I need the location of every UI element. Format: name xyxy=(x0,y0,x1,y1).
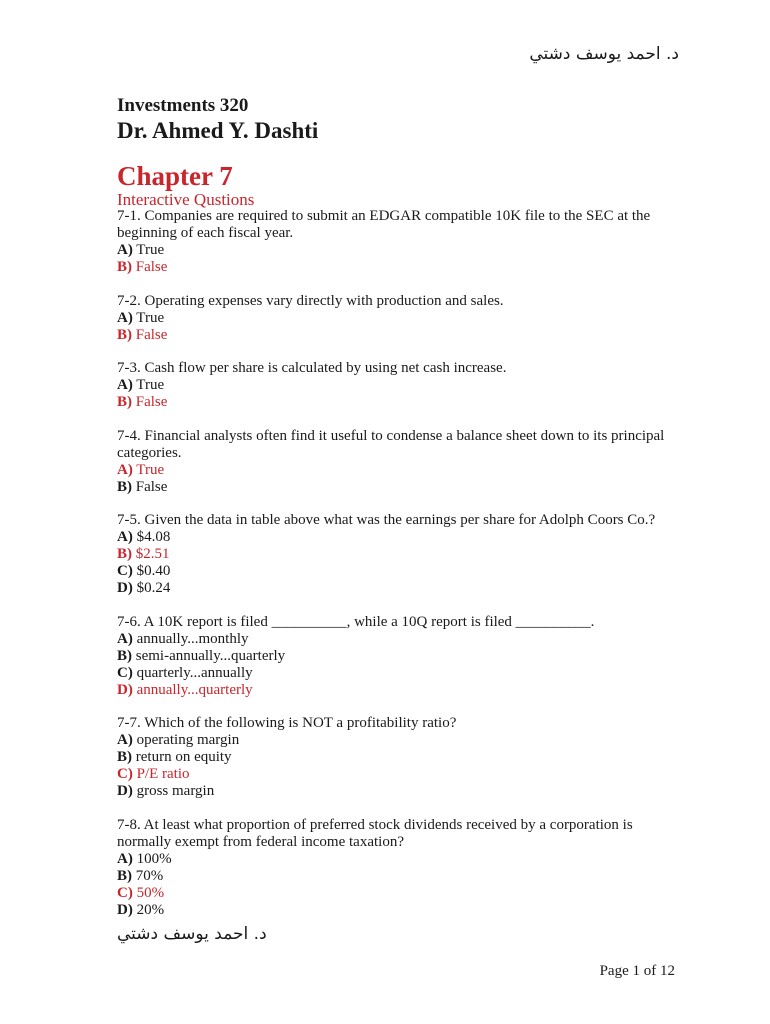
option-letter: A) xyxy=(117,309,133,326)
answer-option xyxy=(117,783,682,800)
question-item xyxy=(117,428,682,496)
option-text: gross margin xyxy=(132,783,215,799)
option-text: 50% xyxy=(132,884,165,901)
page-number: Page 1 of 12 xyxy=(599,963,675,979)
answer-option xyxy=(117,902,682,919)
question-item xyxy=(117,715,682,800)
option-text: P/E ratio xyxy=(132,766,190,782)
option-text: $2.51 xyxy=(132,546,170,562)
option-text: $4.08 xyxy=(132,529,171,545)
answer-option xyxy=(117,732,682,749)
answer-option xyxy=(117,242,682,259)
option-text: $0.24 xyxy=(132,580,171,596)
option-text: semi-annually...quarterly xyxy=(132,647,286,664)
option-letter: C) xyxy=(117,664,133,681)
section-subtitle: Interactive Qustions xyxy=(117,190,255,209)
option-text: $0.40 xyxy=(132,563,171,579)
question-item xyxy=(117,512,682,597)
option-text: quarterly...annually xyxy=(132,664,253,681)
answer-option-correct xyxy=(117,546,682,563)
answer-option-correct xyxy=(117,885,682,902)
option-text: 20% xyxy=(132,901,165,918)
author-name: Dr. Ahmed Y. Dashti xyxy=(117,118,319,143)
option-text: False xyxy=(132,394,168,410)
answer-option-correct xyxy=(117,682,682,699)
question-item xyxy=(117,614,682,699)
answer-option xyxy=(117,868,682,885)
option-letter: A) xyxy=(117,850,133,867)
option-letter: B) xyxy=(117,647,132,664)
option-text: annually...quarterly xyxy=(132,681,253,698)
option-text: False xyxy=(132,326,168,343)
option-letter: A) xyxy=(117,461,133,478)
option-text: 100% xyxy=(132,850,172,867)
option-letter: C) xyxy=(117,563,133,579)
option-text: operating margin xyxy=(132,732,240,748)
option-letter: D) xyxy=(117,901,133,918)
answer-option xyxy=(117,310,682,327)
option-letter: B) xyxy=(117,394,132,410)
answer-option xyxy=(117,563,682,580)
question-text: 7-3. Cash flow per share is calculated by using net cash increase. xyxy=(117,360,507,376)
option-letter: B) xyxy=(117,867,132,884)
option-letter: D) xyxy=(117,580,133,596)
arabic-name-header: د. احمد يوسف دشتي xyxy=(529,44,679,64)
answer-option xyxy=(117,648,682,665)
option-text: return on equity xyxy=(132,749,232,765)
option-letter: D) xyxy=(117,783,133,799)
option-letter: A) xyxy=(117,377,133,393)
chapter-title: Chapter 7 xyxy=(117,161,233,191)
option-letter: D) xyxy=(117,681,133,698)
question-list xyxy=(117,208,682,935)
answer-option xyxy=(117,851,682,868)
option-letter: A) xyxy=(117,242,133,258)
course-title: Investments 320 xyxy=(117,95,249,116)
answer-option xyxy=(117,479,682,496)
answer-option xyxy=(117,377,682,394)
option-letter: A) xyxy=(117,732,133,748)
option-letter: C) xyxy=(117,884,133,901)
option-text: annually...monthly xyxy=(132,630,249,647)
answer-option xyxy=(117,665,682,682)
question-item xyxy=(117,208,682,276)
answer-option-correct xyxy=(117,259,682,276)
question-item xyxy=(117,360,682,411)
question-item xyxy=(117,293,682,344)
answer-option xyxy=(117,580,682,597)
option-letter: B) xyxy=(117,749,132,765)
option-text: True xyxy=(132,377,165,393)
answer-option-correct xyxy=(117,766,682,783)
option-text: True xyxy=(132,461,165,478)
option-letter: B) xyxy=(117,478,132,495)
option-letter: B) xyxy=(117,326,132,343)
question-text: 7-6. A 10K report is filed __________, while a 10Q report is filed __________. xyxy=(117,613,595,630)
option-letter: C) xyxy=(117,766,133,782)
arabic-name-footer: د. احمد يوسف دشتي xyxy=(117,924,267,944)
option-text: True xyxy=(132,309,165,326)
option-letter: A) xyxy=(117,630,133,647)
question-text: 7-5. Given the data in table above what was the earnings per share for Adolph Coors Co.? xyxy=(117,512,656,528)
option-text: False xyxy=(132,259,168,275)
answer-option-correct xyxy=(117,394,682,411)
answer-option xyxy=(117,529,682,546)
option-text: False xyxy=(132,478,168,495)
question-item xyxy=(117,817,682,919)
question-text: 7-4. Financial analysts often find it useful to condense a balance sheet down to its principal categories. xyxy=(117,427,665,461)
question-text: 7-8. At least what proportion of preferred stock dividends received by a corporation is normally exempt from federal income taxation? xyxy=(117,816,633,850)
option-letter: A) xyxy=(117,529,133,545)
option-letter: B) xyxy=(117,259,132,275)
answer-option xyxy=(117,631,682,648)
question-text: 7-2. Operating expenses vary directly with production and sales. xyxy=(117,292,504,309)
option-text: 70% xyxy=(132,867,164,884)
question-text: 7-1. Companies are required to submit an EDGAR compatible 10K file to the SEC at the beginning of each fiscal year. xyxy=(117,208,651,241)
answer-option-correct xyxy=(117,462,682,479)
question-text: 7-7. Which of the following is NOT a profitability ratio? xyxy=(117,715,457,731)
answer-option xyxy=(117,749,682,766)
option-text: True xyxy=(132,242,165,258)
answer-option-correct xyxy=(117,327,682,344)
option-letter: B) xyxy=(117,546,132,562)
